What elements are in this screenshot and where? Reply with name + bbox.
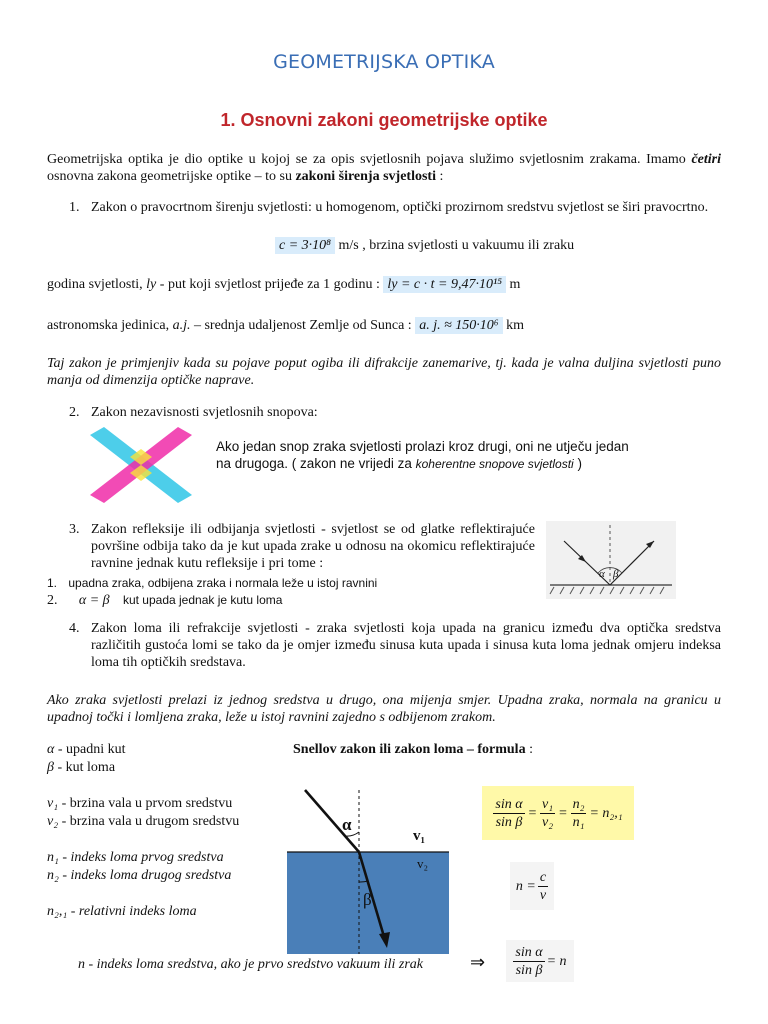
law3-number: 3. (69, 522, 80, 537)
index-formula-v: v (539, 887, 547, 903)
lightyear-text: - put koji svjetlost prijeđe za 1 godinu : (156, 277, 384, 292)
reflection-beta-label: β (613, 568, 619, 580)
lightyear-unit: m (506, 277, 521, 292)
legend-n21 (47, 903, 197, 920)
beams-crossing-icon (90, 427, 192, 503)
intro-emphasis: četiri (691, 152, 721, 167)
snell-sine-fraction (493, 796, 524, 831)
legend-v2 (47, 813, 239, 830)
legend-symbol: n₂ (47, 868, 59, 883)
law2-desc-italic: koherentne snopove svjetlosti (415, 457, 574, 471)
au-unit: km (502, 318, 525, 333)
law3-text: Zakon refleksije ili odbijanja svjetlosti - svjetlost se od glatke reflektirajuće površine odbija tako da je kut upada zrake u odnosu na okomicu reflektirajuće ravnine jednak kutu refleksije i pri tome : (91, 522, 535, 571)
legend-text: - indeks loma prvog sredstva (58, 850, 224, 865)
snell-sin-alpha: sin α (495, 796, 523, 812)
au-line (47, 317, 524, 334)
law3-sub1-number: 1. (47, 576, 58, 590)
implies-arrow: ⇒ (470, 952, 486, 972)
legend-v1 (47, 795, 232, 812)
note-refraction: Ako zraka svjetlosti prelazi iz jednog sredstva u drugo, ona mijenja smjer. Upadna zraka, normala na granicu u upadnoj točki i lomljena zraka, leže u istoj ravnini zajedno s odbijenom zrakom. (47, 693, 721, 725)
law3-sub2-formula: α = β (78, 593, 110, 608)
index-formula-lhs: n = (515, 878, 536, 894)
au-formula: a. j. ≈ 150·10⁶ (415, 317, 502, 334)
snell-n2: n₂ (572, 796, 585, 812)
au-symbol: a.j. (172, 318, 191, 333)
final-definition: n - indeks loma sredstva, ako je prvo sredstvo vakuum ili zrak (78, 957, 424, 972)
legend-text: - kut loma (53, 760, 116, 775)
lightyear-symbol: ly (146, 277, 157, 292)
snell-sin-beta: sin β (495, 814, 523, 830)
lightyear-line (47, 276, 520, 293)
au-text: – srednja udaljenost Zemlje od Sunca : (190, 318, 416, 333)
lightyear-text: godina svjetlosti, (47, 277, 147, 292)
note-diffraction: Taj zakon je primjenjiv kada su pojave poput ogiba ili difrakcije zanemarive, tj. kada je valna duljina svjetlosti puno manja od dimenzija optičke naprave. (47, 356, 721, 388)
index-formula (510, 862, 554, 910)
snell-n1: n₁ (572, 814, 585, 830)
final-sin-alpha: sin α (515, 944, 543, 960)
snell-colon: : (525, 742, 533, 757)
legend-text: - indeks loma drugog sredstva (58, 868, 232, 883)
legend-symbol: v₂ (47, 814, 59, 829)
refraction-diagram (287, 782, 449, 954)
document-title: GEOMETRIJSKA OPTIKA (273, 51, 495, 73)
law3-sub2-text: kut upada jednak je kutu loma (122, 593, 283, 607)
snell-relative-index: = n₂,₁ (589, 805, 623, 821)
legend-symbol: n₁ (47, 850, 59, 865)
final-sin-beta: sin β (515, 962, 543, 978)
law2-text: Zakon nezavisnosti svjetlosnih snopova: (91, 405, 318, 420)
law2-desc-text: Ako jedan snop zraka svjetlosti prolazi kroz drugi, oni ne utječu jedan na drugoga. ( zakon ne vrijedi za (216, 439, 629, 471)
intro-paragraph (47, 151, 721, 185)
refraction-v1-label: v₁ (413, 828, 425, 844)
legend-text: - relativni indeks loma (67, 904, 197, 919)
intro-text: osnovna zakona geometrijske optike – to su (47, 169, 296, 184)
snell-heading: Snellov zakon ili zakon loma – formula (293, 742, 526, 757)
snell-heading-line (293, 741, 533, 758)
law3-sub1-text: upadna zraka, odbijena zraka i normala leže u istoj ravnini (68, 576, 378, 590)
snell-equals: = (527, 805, 538, 821)
intro-text: Geometrijska optika je dio optike u kojoj se za opis svjetlosnih pojava služimo svjetlosnim zrakama. Imamo (47, 152, 692, 167)
refraction-alpha-label: α (342, 815, 352, 834)
law2-number: 2. (69, 405, 80, 420)
final-sine-fraction (513, 944, 544, 979)
law3-sub1 (47, 575, 377, 592)
law4-text: Zakon loma ili refrakcije svjetlosti - zraka svjetlosti koja upada na granicu između dva optička sredstva različitih gustoća lomi se tako da je omjer između sinusa kuta upada i sinusa kuta loma jednak omjeru indeksa loma tih optičkih sredstava. (91, 621, 721, 670)
legend-symbol: β (47, 760, 54, 775)
law3-sub2 (47, 592, 282, 609)
law1-text: Zakon o pravocrtnom širenju svjetlosti: u homogenom, optički prozirnom sredstvu svjetlost se širi pravocrtno. (91, 200, 709, 215)
legend-beta (47, 759, 115, 776)
legend-text: - brzina vala u prvom sredstvu (58, 796, 233, 811)
intro-bold: zakoni širenja svjetlosti (295, 169, 436, 184)
reflection-diagram (546, 521, 676, 599)
legend-symbol: v₁ (47, 796, 59, 811)
refraction-beta-label: β (363, 890, 372, 909)
legend-n2 (47, 867, 231, 884)
intro-text: : (435, 169, 444, 184)
law3-sub2-number: 2. (47, 593, 58, 608)
snell-v1: v₁ (542, 796, 554, 812)
snell-formula (482, 786, 634, 840)
index-formula-fraction (538, 869, 548, 904)
refraction-v2-label: v₂ (417, 856, 429, 871)
law4-number: 4. (69, 621, 80, 636)
legend-text: - brzina vala u drugom sredstvu (58, 814, 240, 829)
final-rhs: = n (546, 953, 567, 969)
law2-desc-text: ) (573, 456, 582, 471)
snell-index-fraction (571, 796, 587, 831)
legend-symbol: α (47, 742, 55, 757)
legend-alpha (47, 741, 126, 758)
snell-equals: = (558, 805, 568, 821)
index-formula-c: c (539, 869, 547, 885)
law1-formula-line (275, 237, 574, 254)
reflection-diagram-svg (546, 521, 676, 599)
snell-v2: v₂ (542, 814, 554, 830)
law2-description (216, 438, 636, 473)
snell-velocity-fraction (540, 796, 555, 831)
speed-of-light-desc: m/s , brzina svjetlosti u vakuumu ili zraku (335, 238, 575, 253)
final-formula (506, 940, 574, 982)
legend-symbol: n₂,₁ (47, 904, 68, 919)
section-title: 1. Osnovni zakoni geometrijske optike (220, 110, 548, 130)
speed-of-light-formula: c = 3·10⁸ (275, 237, 335, 254)
au-text: astronomska jedinica, (47, 318, 173, 333)
law1-number: 1. (69, 200, 80, 215)
lightyear-formula: ly = c · t = 9,47·10¹⁵ (383, 276, 506, 293)
reflection-alpha-label: α (599, 568, 605, 580)
legend-n1 (47, 849, 224, 866)
beams-crossing-image (90, 427, 192, 503)
legend-text: - upadni kut (54, 742, 126, 757)
